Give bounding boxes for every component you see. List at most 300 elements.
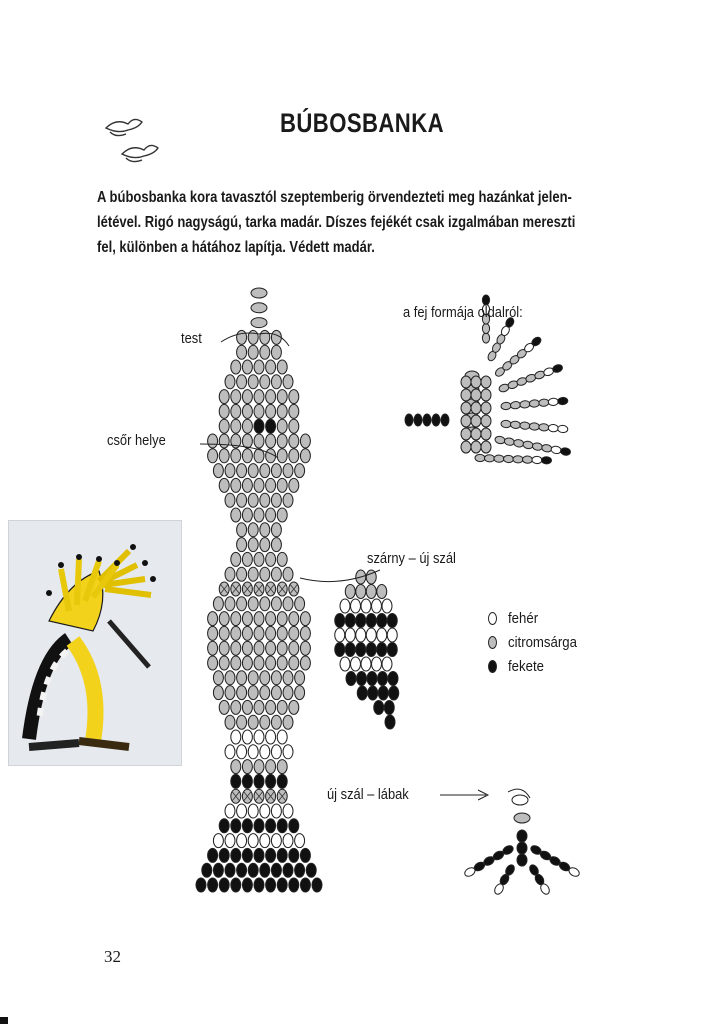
black-bead bbox=[208, 878, 218, 892]
yellow-bead bbox=[481, 389, 491, 401]
yellow-bead bbox=[300, 626, 310, 640]
yellow-bead bbox=[266, 760, 276, 774]
yellow-bead bbox=[260, 345, 270, 359]
yellow-bead bbox=[295, 686, 305, 700]
yellow-bead bbox=[504, 437, 515, 446]
black-bead bbox=[385, 715, 395, 729]
yellow-bead bbox=[251, 288, 267, 298]
yellow-bead bbox=[242, 434, 252, 448]
black-bead bbox=[277, 774, 287, 788]
label-body: test bbox=[181, 330, 202, 347]
yellow-bead bbox=[513, 456, 523, 464]
black-bead bbox=[377, 643, 387, 657]
yellow-bead bbox=[289, 641, 299, 655]
black-bead bbox=[289, 878, 299, 892]
yellow-bead bbox=[219, 478, 229, 492]
yellow-bead bbox=[231, 449, 241, 463]
yellow-bead bbox=[237, 671, 247, 685]
yellow-bead bbox=[283, 715, 293, 729]
black-bead bbox=[366, 614, 376, 628]
yellow-bead bbox=[251, 303, 267, 313]
yellow-bead bbox=[242, 508, 252, 522]
yellow-bead bbox=[242, 700, 252, 714]
white-bead bbox=[231, 730, 241, 744]
yellow-bead bbox=[254, 508, 264, 522]
white-bead bbox=[532, 456, 542, 464]
yellow-bead bbox=[514, 813, 530, 823]
white-bead bbox=[254, 730, 264, 744]
yellow-bead-icon bbox=[488, 636, 497, 649]
yellow-bead bbox=[251, 318, 267, 328]
yellow-bead bbox=[271, 493, 281, 507]
black-bead bbox=[289, 819, 299, 833]
yellow-bead bbox=[266, 434, 276, 448]
black-bead bbox=[389, 686, 399, 700]
black-bead bbox=[405, 414, 413, 426]
yellow-bead bbox=[242, 404, 252, 418]
black-bead bbox=[300, 848, 310, 862]
black-bead bbox=[384, 701, 394, 715]
yellow-bead bbox=[213, 671, 223, 685]
yellow-bead bbox=[231, 390, 241, 404]
black-bead bbox=[219, 878, 229, 892]
white-bead bbox=[213, 834, 223, 848]
yellow-bead bbox=[219, 626, 229, 640]
white-bead bbox=[271, 745, 281, 759]
black-bead bbox=[300, 878, 310, 892]
black-bead bbox=[423, 414, 431, 426]
white-bead bbox=[225, 745, 235, 759]
white-bead bbox=[361, 657, 371, 671]
yellow-bead bbox=[266, 641, 276, 655]
white-bead bbox=[372, 657, 382, 671]
yellow-bead bbox=[266, 552, 276, 566]
yellow-bead bbox=[231, 360, 241, 374]
yellow-bead bbox=[248, 464, 258, 478]
yellow-bead bbox=[300, 449, 310, 463]
yellow-bead bbox=[242, 612, 252, 626]
label-head-side: a fej formája oldalról: bbox=[403, 304, 523, 321]
yellow-bead bbox=[266, 478, 276, 492]
yellow-bead bbox=[277, 700, 287, 714]
yellow-bead bbox=[260, 523, 270, 537]
yellow-bead bbox=[254, 478, 264, 492]
yellow-bead bbox=[260, 493, 270, 507]
yellow-bead bbox=[248, 686, 258, 700]
black-bead bbox=[377, 614, 387, 628]
yellow-bead bbox=[529, 399, 540, 407]
black-bead bbox=[254, 878, 264, 892]
white-bead bbox=[283, 745, 293, 759]
intro-line: A búbosbanka kora tavasztól szeptemberig örvendezteti meg hazánkat jelen- bbox=[97, 189, 572, 206]
label-wing: szárny – új szál bbox=[367, 550, 456, 567]
yellow-bead bbox=[541, 444, 552, 453]
black-bead bbox=[242, 878, 252, 892]
black-bead bbox=[277, 878, 287, 892]
yellow-bead bbox=[501, 402, 512, 410]
black-bead bbox=[242, 819, 252, 833]
yellow-bead bbox=[242, 641, 252, 655]
yellow-bead bbox=[237, 375, 247, 389]
white-bead bbox=[242, 730, 252, 744]
yellow-bead bbox=[231, 419, 241, 433]
yellow-bead bbox=[225, 567, 235, 581]
yellow-bead bbox=[295, 597, 305, 611]
black-bead bbox=[271, 863, 281, 877]
yellow-bead bbox=[481, 376, 491, 388]
black-bead bbox=[219, 819, 229, 833]
yellow-bead bbox=[225, 671, 235, 685]
black-bead bbox=[335, 614, 345, 628]
yellow-bead bbox=[237, 523, 247, 537]
yellow-bead bbox=[219, 404, 229, 418]
yellow-bead bbox=[289, 656, 299, 670]
yellow-bead bbox=[208, 626, 218, 640]
yellow-bead bbox=[242, 360, 252, 374]
yellow-bead bbox=[461, 389, 471, 401]
yellow-bead bbox=[254, 404, 264, 418]
white-bead bbox=[248, 834, 258, 848]
yellow-bead bbox=[277, 552, 287, 566]
yellow-bead bbox=[260, 330, 270, 344]
yellow-bead bbox=[260, 567, 270, 581]
yellow-bead bbox=[231, 508, 241, 522]
yellow-bead bbox=[254, 760, 264, 774]
yellow-bead bbox=[277, 656, 287, 670]
black-bead bbox=[242, 774, 252, 788]
yellow-bead bbox=[248, 567, 258, 581]
white-bead bbox=[340, 599, 350, 613]
black-bead bbox=[213, 863, 223, 877]
yellow-bead bbox=[225, 686, 235, 700]
white-bead bbox=[237, 834, 247, 848]
black-bead bbox=[231, 774, 241, 788]
black-bead bbox=[306, 863, 316, 877]
yellow-bead bbox=[248, 715, 258, 729]
yellow-bead bbox=[231, 626, 241, 640]
black-bead bbox=[277, 819, 287, 833]
yellow-bead bbox=[225, 375, 235, 389]
yellow-bead bbox=[231, 552, 241, 566]
yellow-bead bbox=[289, 419, 299, 433]
black-bead bbox=[517, 830, 527, 842]
white-bead bbox=[361, 599, 371, 613]
yellow-bead bbox=[237, 686, 247, 700]
white-bead bbox=[340, 657, 350, 671]
yellow-bead bbox=[213, 686, 223, 700]
black-bead bbox=[231, 848, 241, 862]
page-title: BÚBOSBANKA bbox=[280, 108, 444, 138]
black-bead bbox=[254, 419, 264, 433]
yellow-bead bbox=[219, 656, 229, 670]
yellow-bead bbox=[277, 612, 287, 626]
black-bead bbox=[260, 863, 270, 877]
legend-label: fehér bbox=[508, 609, 539, 627]
label-beak-place: csőr helye bbox=[107, 432, 166, 449]
yellow-bead bbox=[219, 449, 229, 463]
white-bead bbox=[372, 599, 382, 613]
yellow-bead bbox=[237, 330, 247, 344]
yellow-bead bbox=[277, 508, 287, 522]
yellow-bead bbox=[366, 585, 376, 599]
yellow-bead bbox=[248, 671, 258, 685]
yellow-bead bbox=[254, 612, 264, 626]
yellow-bead bbox=[289, 612, 299, 626]
yellow-bead bbox=[461, 428, 471, 440]
black-bead bbox=[374, 701, 384, 715]
black-bead bbox=[254, 774, 264, 788]
yellow-bead bbox=[266, 404, 276, 418]
white-bead bbox=[260, 804, 270, 818]
yellow-bead bbox=[283, 464, 293, 478]
yellow-bead bbox=[208, 612, 218, 626]
black-bead bbox=[242, 848, 252, 862]
yellow-bead bbox=[300, 641, 310, 655]
yellow-bead bbox=[461, 415, 471, 427]
yellow-bead bbox=[539, 399, 550, 407]
yellow-bead bbox=[248, 538, 258, 552]
white-bead bbox=[295, 834, 305, 848]
yellow-bead bbox=[271, 375, 281, 389]
white-bead bbox=[551, 445, 562, 454]
yellow-bead bbox=[501, 420, 512, 428]
black-bead bbox=[266, 774, 276, 788]
yellow-bead bbox=[254, 434, 264, 448]
yellow-bead bbox=[520, 400, 531, 408]
white-bead bbox=[237, 804, 247, 818]
yellow-bead bbox=[277, 419, 287, 433]
white-bead bbox=[260, 834, 270, 848]
yellow-bead bbox=[271, 567, 281, 581]
white-bead bbox=[512, 795, 528, 805]
yellow-bead bbox=[271, 523, 281, 537]
black-bead bbox=[367, 672, 377, 686]
yellow-bead bbox=[461, 441, 471, 453]
black-bead bbox=[357, 686, 367, 700]
yellow-bead bbox=[248, 345, 258, 359]
black-bead bbox=[388, 672, 398, 686]
white-bead bbox=[345, 628, 355, 642]
yellow-bead bbox=[471, 402, 481, 414]
yellow-bead bbox=[266, 626, 276, 640]
yellow-bead bbox=[300, 612, 310, 626]
yellow-bead bbox=[283, 375, 293, 389]
yellow-bead bbox=[219, 434, 229, 448]
yellow-bead bbox=[289, 434, 299, 448]
yellow-bead bbox=[271, 686, 281, 700]
black-bead bbox=[254, 819, 264, 833]
white-bead bbox=[382, 657, 392, 671]
yellow-bead bbox=[356, 585, 366, 599]
yellow-bead bbox=[266, 390, 276, 404]
yellow-bead bbox=[242, 626, 252, 640]
yellow-bead bbox=[254, 552, 264, 566]
yellow-bead bbox=[510, 401, 521, 409]
yellow-bead bbox=[219, 612, 229, 626]
yellow-bead bbox=[289, 449, 299, 463]
white-bead bbox=[271, 804, 281, 818]
yellow-bead bbox=[271, 464, 281, 478]
yellow-bead bbox=[529, 422, 540, 430]
black-bead bbox=[557, 397, 568, 405]
yellow-bead bbox=[484, 455, 494, 463]
black-bead bbox=[517, 842, 527, 854]
yellow-bead bbox=[295, 464, 305, 478]
yellow-bead bbox=[271, 345, 281, 359]
yellow-bead bbox=[532, 442, 543, 451]
label-legs: új szál – lábak bbox=[327, 786, 409, 803]
yellow-bead bbox=[225, 464, 235, 478]
yellow-bead bbox=[520, 422, 531, 430]
black-bead bbox=[345, 614, 355, 628]
yellow-bead bbox=[219, 700, 229, 714]
white-bead bbox=[260, 745, 270, 759]
yellow-bead bbox=[208, 434, 218, 448]
black-bead bbox=[414, 414, 422, 426]
yellow-bead bbox=[219, 641, 229, 655]
white-bead bbox=[248, 804, 258, 818]
yellow-bead bbox=[471, 415, 481, 427]
white-bead bbox=[377, 628, 387, 642]
yellow-bead bbox=[208, 656, 218, 670]
yellow-bead bbox=[213, 464, 223, 478]
black-bead bbox=[560, 447, 571, 456]
yellow-bead bbox=[277, 760, 287, 774]
yellow-bead bbox=[260, 686, 270, 700]
black-bead bbox=[266, 819, 276, 833]
yellow-bead bbox=[242, 552, 252, 566]
intro-line: fel, különben a hátához lapítja. Védett madár. bbox=[97, 239, 375, 256]
black-bead bbox=[346, 672, 356, 686]
corner-mark bbox=[0, 1017, 8, 1024]
yellow-bead bbox=[277, 478, 287, 492]
yellow-bead bbox=[283, 671, 293, 685]
yellow-bead bbox=[494, 436, 505, 445]
black-bead bbox=[295, 863, 305, 877]
yellow-bead bbox=[237, 345, 247, 359]
yellow-bead bbox=[277, 360, 287, 374]
yellow-bead bbox=[237, 597, 247, 611]
yellow-bead bbox=[481, 402, 491, 414]
yellow-bead bbox=[237, 538, 247, 552]
black-bead bbox=[225, 863, 235, 877]
yellow-bead bbox=[471, 441, 481, 453]
white-bead bbox=[387, 628, 397, 642]
color-legend bbox=[488, 606, 586, 678]
yellow-bead bbox=[213, 597, 223, 611]
black-bead bbox=[312, 878, 322, 892]
black-bead bbox=[541, 457, 551, 465]
legend-item bbox=[488, 654, 586, 678]
yellow-bead bbox=[225, 597, 235, 611]
yellow-bead bbox=[471, 428, 481, 440]
black-bead bbox=[356, 614, 366, 628]
yellow-bead bbox=[208, 641, 218, 655]
yellow-bead bbox=[271, 671, 281, 685]
yellow-bead bbox=[231, 478, 241, 492]
yellow-bead bbox=[260, 715, 270, 729]
yellow-bead bbox=[242, 478, 252, 492]
black-bead bbox=[335, 643, 345, 657]
black-bead bbox=[196, 878, 206, 892]
yellow-bead bbox=[481, 415, 491, 427]
yellow-bead bbox=[254, 360, 264, 374]
yellow-bead bbox=[208, 449, 218, 463]
black-bead bbox=[219, 848, 229, 862]
black-bead bbox=[432, 414, 440, 426]
yellow-bead bbox=[277, 626, 287, 640]
yellow-bead bbox=[248, 597, 258, 611]
yellow-bead bbox=[254, 656, 264, 670]
yellow-bead bbox=[248, 330, 258, 344]
white-bead bbox=[283, 834, 293, 848]
yellow-bead bbox=[289, 478, 299, 492]
black-bead bbox=[266, 419, 276, 433]
yellow-bead bbox=[237, 464, 247, 478]
legend-label: fekete bbox=[508, 657, 544, 675]
yellow-bead bbox=[271, 330, 281, 344]
yellow-bead bbox=[260, 464, 270, 478]
yellow-bead bbox=[289, 390, 299, 404]
yellow-bead bbox=[260, 538, 270, 552]
black-bead bbox=[237, 863, 247, 877]
black-bead bbox=[356, 643, 366, 657]
legend-label: citromsárga bbox=[508, 633, 577, 651]
yellow-bead bbox=[461, 376, 471, 388]
black-bead bbox=[266, 878, 276, 892]
yellow-bead bbox=[481, 441, 491, 453]
yellow-bead bbox=[277, 434, 287, 448]
yellow-bead bbox=[539, 423, 550, 431]
yellow-bead bbox=[254, 641, 264, 655]
yellow-bead bbox=[475, 454, 485, 462]
yellow-bead bbox=[231, 641, 241, 655]
yellow-bead bbox=[242, 760, 252, 774]
yellow-bead bbox=[289, 404, 299, 418]
yellow-bead bbox=[510, 421, 521, 429]
yellow-bead bbox=[231, 404, 241, 418]
white-bead bbox=[548, 424, 559, 432]
yellow-bead bbox=[277, 641, 287, 655]
black-bead-icon bbox=[488, 660, 497, 673]
yellow-bead bbox=[471, 389, 481, 401]
yellow-bead bbox=[237, 715, 247, 729]
yellow-bead bbox=[260, 671, 270, 685]
black-bead bbox=[277, 848, 287, 862]
yellow-bead bbox=[283, 686, 293, 700]
white-bead bbox=[237, 745, 247, 759]
white-bead bbox=[266, 730, 276, 744]
yellow-bead bbox=[283, 567, 293, 581]
yellow-bead bbox=[482, 324, 489, 334]
yellow-bead bbox=[271, 538, 281, 552]
yellow-bead bbox=[277, 449, 287, 463]
yellow-bead bbox=[289, 700, 299, 714]
yellow-bead bbox=[471, 376, 481, 388]
yellow-bead bbox=[237, 567, 247, 581]
yellow-bead bbox=[231, 700, 241, 714]
intro-line: létével. Rigó nagyságú, tarka madár. Díszes fejékét csak izgalmában mereszti bbox=[97, 214, 576, 231]
yellow-bead bbox=[283, 597, 293, 611]
yellow-bead bbox=[494, 455, 504, 463]
yellow-bead bbox=[254, 626, 264, 640]
yellow-bead bbox=[260, 375, 270, 389]
white-bead bbox=[277, 730, 287, 744]
yellow-bead bbox=[266, 508, 276, 522]
black-bead bbox=[368, 686, 378, 700]
yellow-bead bbox=[271, 715, 281, 729]
white-bead bbox=[225, 804, 235, 818]
